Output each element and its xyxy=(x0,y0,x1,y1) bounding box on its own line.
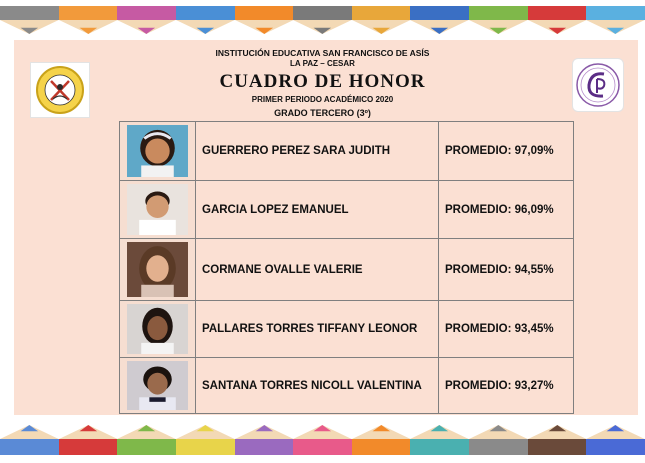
pencil-decoration xyxy=(59,425,118,459)
student-avatar xyxy=(127,304,188,354)
pencil-decoration xyxy=(0,425,59,459)
school-city: LA PAZ – CESAR xyxy=(290,59,355,68)
honor-table xyxy=(119,121,574,414)
student-name: GARCIA LOPEZ EMANUEL xyxy=(196,181,439,239)
student-average: PROMEDIO: 96,09% xyxy=(439,181,574,239)
pencil-decoration xyxy=(410,0,469,34)
table-row xyxy=(120,301,574,358)
student-photo xyxy=(120,122,196,181)
pencil-decoration xyxy=(59,0,118,34)
pencil-decoration xyxy=(469,425,528,459)
pencil-decoration xyxy=(586,0,645,34)
student-avatar xyxy=(127,184,188,235)
pencil-decoration xyxy=(293,0,352,34)
academic-period: PRIMER PERIODO ACADÉMICO 2020 xyxy=(251,95,394,104)
page-title: CUADRO DE HONOR xyxy=(219,71,426,92)
pencil-decoration xyxy=(410,425,469,459)
pencil-decoration xyxy=(469,0,528,34)
student-photo xyxy=(120,301,196,358)
pencil-decoration xyxy=(528,0,587,34)
student-name: SANTANA TORRES NICOLL VALENTINA xyxy=(196,358,439,414)
pencil-decoration xyxy=(117,0,176,34)
pencil-decoration xyxy=(176,425,235,459)
grade-label: GRADO TERCERO (3º) xyxy=(274,108,371,118)
student-avatar xyxy=(127,361,188,410)
student-average: PROMEDIO: 97,09% xyxy=(439,122,574,181)
student-name: PALLARES TORRES TIFFANY LEONOR xyxy=(196,301,439,358)
school-name: INSTITUCIÓN EDUCATIVA SAN FRANCISCO DE ASÍS xyxy=(215,48,430,58)
student-average: PROMEDIO: 93,27% xyxy=(439,358,574,414)
pencil-decoration xyxy=(352,0,411,34)
student-average: PROMEDIO: 93,45% xyxy=(439,301,574,358)
pencil-decoration xyxy=(117,425,176,459)
table-row xyxy=(120,239,574,301)
pencil-decoration xyxy=(235,425,294,459)
pencil-decoration xyxy=(235,0,294,34)
table-row xyxy=(120,122,574,181)
pencil-decoration xyxy=(352,425,411,459)
pencil-decoration xyxy=(528,425,587,459)
student-name: GUERRERO PEREZ SARA JUDITH xyxy=(196,122,439,181)
pencil-decoration xyxy=(176,0,235,34)
table-row xyxy=(120,181,574,239)
pencil-decoration xyxy=(0,0,59,34)
student-avatar xyxy=(127,242,188,297)
top-pencil-border xyxy=(0,0,645,34)
student-name: CORMANE OVALLE VALERIE xyxy=(196,239,439,301)
student-photo xyxy=(120,181,196,239)
bottom-pencil-border xyxy=(0,425,645,459)
pencil-decoration xyxy=(586,425,645,459)
pencil-decoration xyxy=(293,425,352,459)
student-photo xyxy=(120,239,196,301)
student-avatar xyxy=(127,125,188,177)
student-photo xyxy=(120,358,196,414)
table-row xyxy=(120,358,574,414)
student-average: PROMEDIO: 94,55% xyxy=(439,239,574,301)
